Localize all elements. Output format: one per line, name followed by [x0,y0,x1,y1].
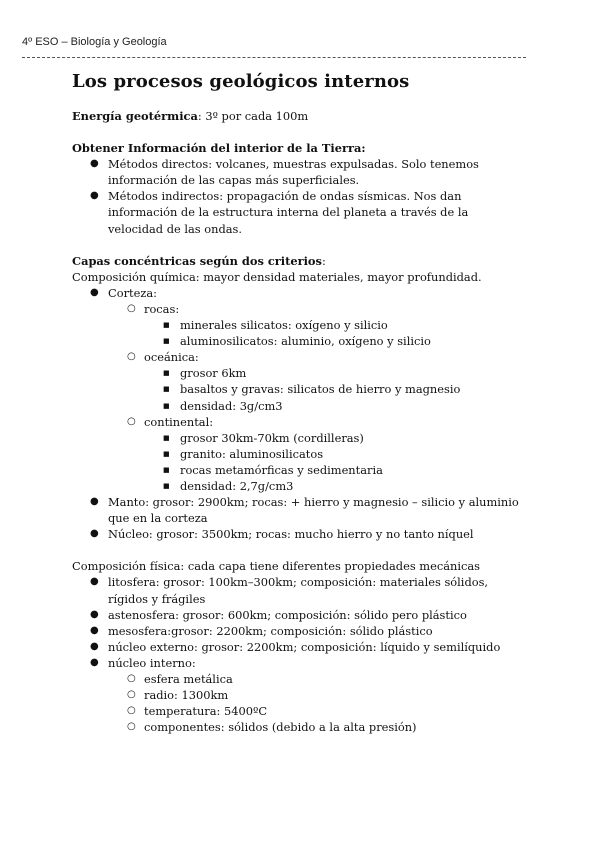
geothermal-value: : 3º por cada 100m [197,109,309,123]
list-item [72,156,522,188]
list-item [72,430,522,446]
document-header: 4º ESO – Biología y Geología [22,36,167,48]
bullet-disc-icon: ● [90,656,99,668]
list-item-text: densidad: 3g/cm3 [180,398,283,413]
bullet-square-icon: ■ [163,433,170,442]
indirect-methods-text: Métodos indirectos: propagación de ondas sísmicas. Nos dan información de la estructura interna del planeta a través de la velocidad de las ondas. [108,189,469,236]
list-item-continental [72,414,522,430]
interior-info-heading: Obtener Información del interior de la Tierra: [72,141,366,156]
physical-layers-list [72,574,522,671]
list-item-text: componentes: sólidos (debido a la alta presión) [144,720,417,735]
bullet-disc-icon: ● [90,608,99,620]
bullet-disc-icon: ● [90,496,99,508]
list-item-rocas [72,301,522,317]
bullet-circle-icon: ○ [127,721,136,733]
list-item [72,671,522,687]
bullet-square-icon: ■ [163,337,170,346]
bullet-circle-icon: ○ [127,673,136,684]
bullet-square-icon: ■ [163,321,170,330]
litosfera-text: litosfera: grosor: 100km–300km; composición: materiales sólidos, rígidos y frágiles [108,575,489,606]
geothermal-label: Energía geotérmica [72,109,198,123]
list-item [72,623,522,639]
bullet-circle-icon: ○ [127,302,136,314]
corteza-sublist [72,414,522,430]
layers-heading [72,253,522,269]
list-item [72,446,522,462]
chemical-layers-list [72,285,522,301]
nucleo-text: Núcleo: grosor: 3500km; rocas: mucho hierro y no tanto níquel [108,527,474,542]
oceanica-sublist [72,365,522,413]
list-item-text: grosor 6km [180,366,247,381]
list-item [72,188,522,236]
rocas-sublist [72,317,522,349]
layers-heading-text: Capas concéntricas según dos criterios [72,253,322,268]
list-item [72,703,522,719]
list-item-text: temperatura: 5400ºC [144,704,268,719]
list-item [72,639,522,655]
oceanica-label: oceánica: [144,350,199,365]
nucleo-interno-label: núcleo interno: [108,655,196,670]
bullet-square-icon: ■ [163,385,170,394]
document-body [72,70,522,735]
list-item [72,462,522,478]
continental-sublist [72,430,522,494]
bullet-disc-icon: ● [90,190,99,202]
bullet-circle-icon: ○ [127,351,136,363]
list-item [72,333,522,349]
list-item [72,317,522,333]
list-item-text: granito: aluminosilicatos [180,446,324,461]
corteza-label: Corteza: [108,285,157,300]
list-item [72,478,522,494]
list-item [72,365,522,381]
page-title: Los procesos geológicos internos [72,71,410,92]
list-item [72,655,522,671]
bullet-disc-icon: ● [90,158,99,170]
bullet-square-icon: ■ [163,465,170,474]
bullet-square-icon: ■ [163,369,170,378]
bullet-disc-icon: ● [90,286,99,298]
geothermal-energy-line [72,108,522,124]
bullet-disc-icon: ● [90,624,99,636]
bullet-circle-icon: ○ [127,705,136,717]
bullet-square-icon: ■ [163,401,170,410]
bullet-circle-icon: ○ [127,415,136,427]
bullet-square-icon: ■ [163,449,170,458]
list-item-nucleo [72,526,522,542]
list-item [72,687,522,703]
mesosfera-text: mesosfera:grosor: 2200km; composición: sólido plástico [108,623,433,638]
list-item [72,607,522,623]
list-item-oceanica [72,349,522,365]
list-item [72,398,522,414]
list-item-text: basaltos y gravas: silicatos de hierro y magnesio [180,382,461,397]
bullet-square-icon: ■ [163,481,170,490]
header-divider [22,57,526,58]
direct-methods-text: Métodos directos: volcanes, muestras expulsadas. Solo tenemos información de las capas más superficiales. [108,157,479,188]
list-item [72,719,522,735]
continental-label: continental: [144,414,214,429]
list-item-text: esfera metálica [144,672,233,686]
astenosfera-text: astenosfera: grosor: 600km; composición: sólido pero plástico [108,607,467,622]
bullet-disc-icon: ● [90,640,99,652]
rocas-label: rocas: [144,301,180,316]
layers-heading-colon: : [321,253,326,268]
corteza-sublist [72,349,522,365]
chemical-layers-list [72,494,522,542]
bullet-circle-icon: ○ [127,689,136,701]
corteza-sublist [72,301,522,317]
list-item-corteza [72,285,522,301]
list-item-text: densidad: 2,7g/cm3 [180,478,294,493]
manto-text: Manto: grosor: 2900km; rocas: + hierro y magnesio – silicio y aluminio que en la corteza [108,495,519,526]
bullet-disc-icon: ● [90,576,99,588]
list-item-text: grosor 30km-70km (cordilleras) [180,430,364,445]
list-item [72,574,522,606]
list-item-text: aluminosilicatos: aluminio, oxígeno y silicio [180,334,431,349]
bullet-disc-icon: ● [90,528,99,540]
nucleo-interno-sublist [72,671,522,735]
chemical-composition-intro: Composición química: mayor densidad materiales, mayor profundidad. [72,269,482,284]
nucleo-externo-text: núcleo externo: grosor: 2200km; composición: líquido y semilíquido [108,639,501,654]
list-item-text: minerales silicatos: oxígeno y silicio [180,318,388,333]
methods-list [72,156,522,236]
physical-composition-intro: Composición física: cada capa tiene diferentes propiedades mecánicas [72,559,480,574]
list-item-text: rocas metamórficas y sedimentaria [180,462,383,477]
list-item [72,381,522,397]
list-item-text: radio: 1300km [144,688,229,703]
list-item-manto [72,494,522,526]
